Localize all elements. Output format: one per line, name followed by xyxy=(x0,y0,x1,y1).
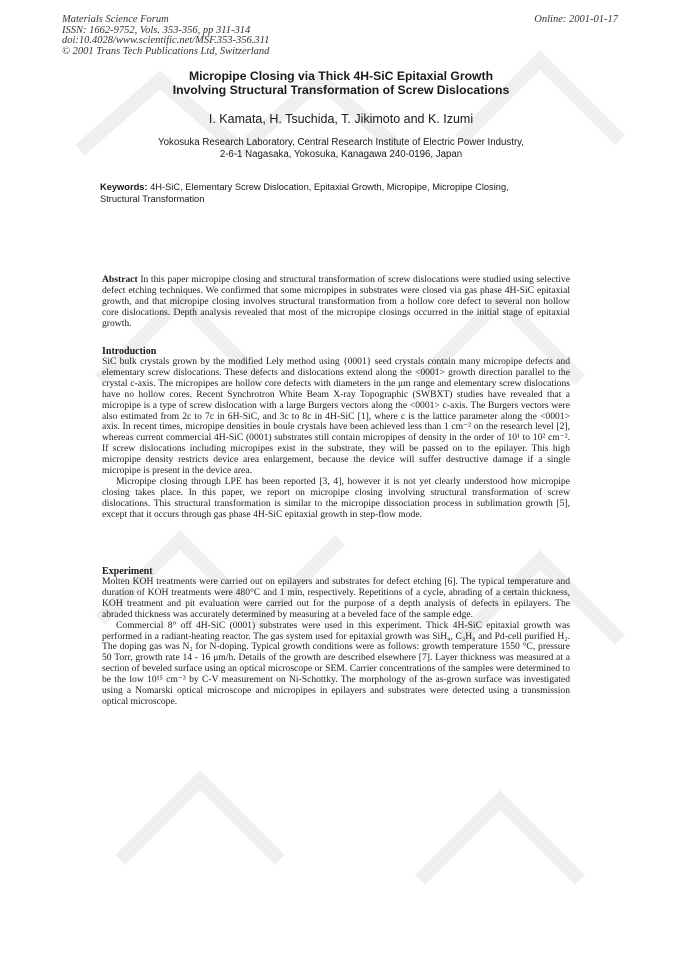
journal-name: Materials Science Forum xyxy=(62,14,169,25)
issn-line: ISSN: 1662-9752, Vols. 353-356, pp 311-314 xyxy=(62,24,251,36)
paper-title xyxy=(62,69,620,97)
keywords-label: Keywords: xyxy=(100,182,148,192)
introduction-section xyxy=(102,346,570,521)
affiliation-line-1: Yokosuka Research Laboratory, Central Research Institute of Electric Power Industry, xyxy=(158,137,524,148)
title-line-2: Involving Structural Transformation of Screw Dislocations xyxy=(172,83,510,97)
keywords xyxy=(100,182,520,205)
introduction-heading: Introduction xyxy=(102,346,157,357)
affiliation-line-2: 2-6-1 Nagasaka, Yokosuka, Kanagawa 240-0196, Japan xyxy=(219,148,463,160)
author-list: I. Kamata, H. Tsuchida, T. Jikimoto and K. Izumi xyxy=(208,112,474,126)
online-date: Online: 2001-01-17 xyxy=(534,14,618,25)
abstract-text: In this paper micropipe closing and structural transformation of screw dislocations were studied using selective defect etching techniques. We confirmed that some micropipes in substrates were closed via gas phase 4H-SiC epitaxial growth, and that micropipe closing involves structural transformation from a hollow core defect to several non hollow core dislocations. Depth analysis revealed that most of the micropipe closings occurred in the initial stage of epitaxial growth. xyxy=(102,274,570,329)
doi-line[interactable]: doi:10.4028/www.scientific.net/MSF.353-356.311 xyxy=(62,35,270,46)
introduction-paragraph-1: SiC bulk crystals grown by the modified Lely method using {0001} seed crystals contain many micropipe defects and elementary screw dislocations. These defects and dislocations extend along the <0001> growth direction parallel to the crystal c-axis. The micropipes are hollow core defects with diameters in the μm range and elementary screw dislocations have no hollow cores. Recent Synchrotron White Beam X-ray Topographic (SWBXT) studies have revealed that a micropipe is a type of screw dislocation with a large Burgers vectors along the <0001> c-axis. The Burgers vectors were also estimated from 2c to 7c in 6H-SiC, and 3c to 8c in 4H-SiC [1], where c is the lattice parameter along the <0001> axis. In recent times, micropipe densities in boule crystals have been achieved less than 1 cm⁻² on the research level [2], whereas current commercial 4H-SiC (0001) substrates still contain micropipes of density in the order of 10¹ to 10² cm⁻². If screw dislocations including micropipes exist in the substrate, they will be passed on to the epilayer. This high micropipe density restricts device area enlargement, because the device will suffer destructive damage if a single micropipe is present in the device area. xyxy=(102,356,570,477)
experiment-section xyxy=(102,566,570,708)
experiment-heading: Experiment xyxy=(102,566,153,577)
abstract-section xyxy=(102,275,570,330)
abstract-label: Abstract xyxy=(102,274,138,285)
affiliation xyxy=(62,137,620,160)
experiment-paragraph-1: Molten KOH treatments were carried out on epilayers and substrates for defect etching [6]. The typical temperature and duration of KOH treatments were 480°C and 1 min, respectively. Repetitions of a cycle, abrading of a certain thickness, KOH treatment and pit evaluation were carried out for the purpose of a depth analysis of defects in epilayers. The abraded thickness was accurately determined by measuring at a beveled face of the sample edge. xyxy=(102,576,570,620)
publication-header xyxy=(62,15,269,57)
introduction-paragraph-2: Micropipe closing through LPE has been reported [3, 4], however it is not yet clearly understood how micropipe closing takes place. In this paper, we report on micropipe closing involving structural transformation of screw dislocations. This structural transformation is similar to the micropipe dissociation process in sublimation growth [5], except that it occurs through gas phase 4H-SiC epitaxial growth in step-flow mode. xyxy=(102,475,570,520)
experiment-paragraph-2: Commercial 8° off 4H-SiC (0001) substrates were used in this experiment. Thick 4H-SiC epitaxial growth was performed in a radiant-heating reactor. The gas system used for epitaxial growth was SiH₄, C₃H₈ and Pd-cell purified H₂. The doping gas was N₂ for N-doping. Typical growth conditions were as follows: growth temperature 1550 °C, pressure 50 Torr, growth rate 14 - 16 μm/h. Details of the growth are described elsewhere [7]. Layer thickness was measured at a section of beveled surface using an optical microscope or SEM. Carrier concentrations of the samples were determined to be the low 10¹⁵ cm⁻³ by C-V measurement on Ni-Schottky. The morphology of the as-grown surface was investigated using a Nomarski optical microscope and micropipes in epilayers and substrates were detected using a transmission optical microscope. xyxy=(102,619,570,707)
title-line-1: Micropipe Closing via Thick 4H-SiC Epitaxial Growth xyxy=(188,69,494,83)
keywords-text: 4H-SiC, Elementary Screw Dislocation, Epitaxial Growth, Micropipe, Micropipe Closing, Structural Transformation xyxy=(100,182,509,204)
copyright-line: © 2001 Trans Tech Publications Ltd, Switzerland xyxy=(62,45,270,57)
